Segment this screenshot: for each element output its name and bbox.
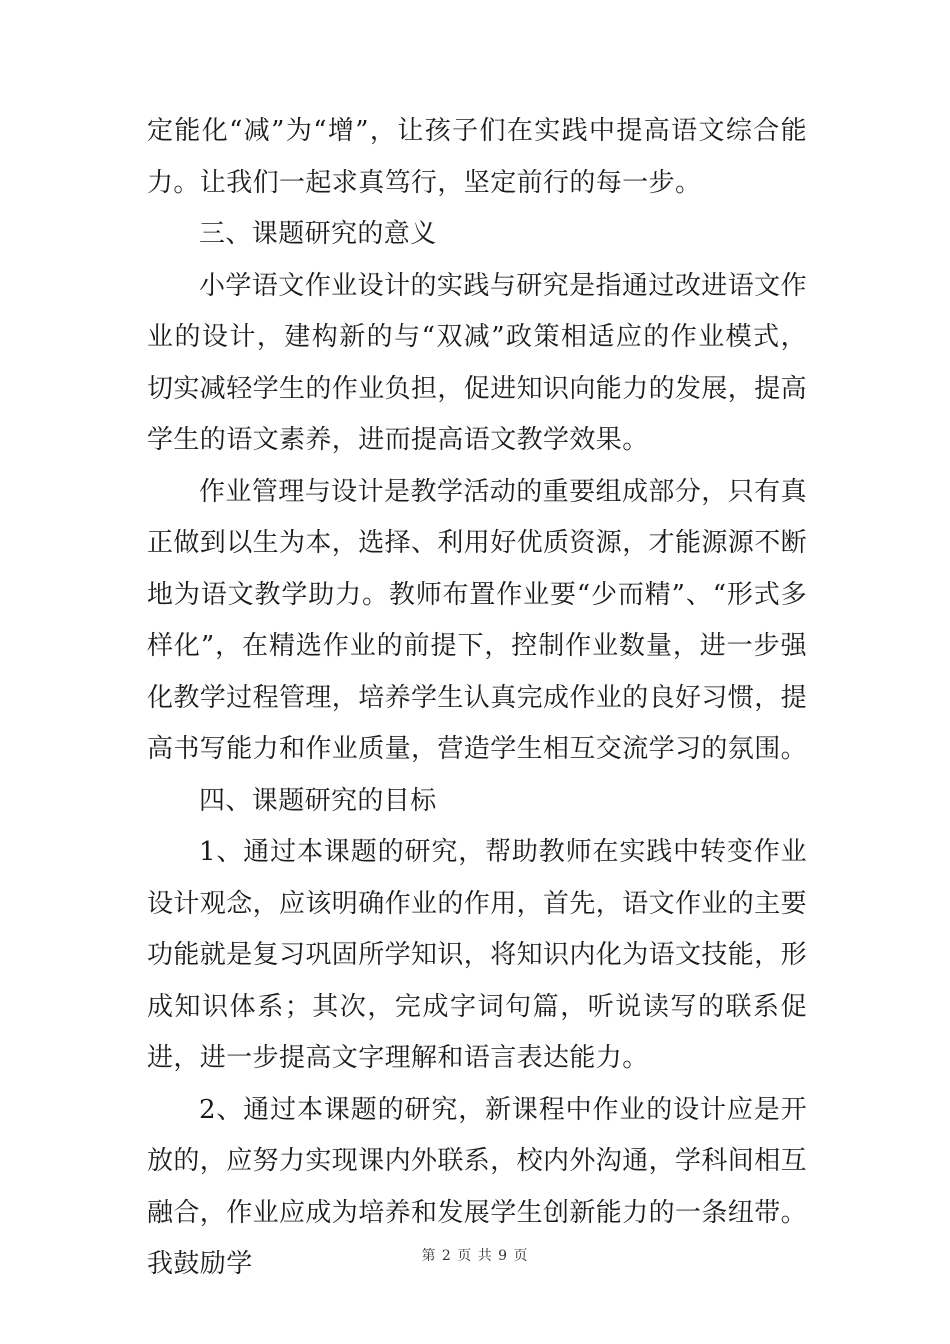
paragraph-objective-1: 1、通过本课题的研究，帮助教师在实践中转变作业设计观念，应该明确作业的作用，首先，语文作业的主要功能就是复习巩固所学知识，将知识内化为语文技能，形成知识体系；其次，完成字词句篇，听说读写的联系促进，进一步提高文字理解和语言表达能力。 (147, 837, 808, 1073)
section-heading-objectives: 四、课题研究的目标 (199, 785, 437, 816)
paragraph-significance-1: 小学语文作业设计的实践与研究是指通过改进语文作业的设计，建构新的与“双减”政策相适应的作业模式，切实减轻学生的作业负担，促进知识向能力的发展，提高学生的语文素养，进而提高语文教学效果。 (147, 270, 808, 455)
section-heading-significance: 三、课题研究的意义 (199, 219, 437, 249)
paragraph-objective-2: 2、通过本课题的研究，新课程中作业的设计应是开放的，应努力实现课内外联系，校内外沟通，学科间相互融合，作业应成为培养和发展学生创新能力的一条纽带。我鼓励学 (147, 1094, 808, 1279)
paragraph-significance-2: 作业管理与设计是教学活动的重要组成部分，只有真正做到以生为本，选择、利用好优质资源，才能源源不断地为语文教学助力。教师布置作业要“少而精”、“形式多样化”，在精选作业的前提下，控制作业数量，进一步强化教学过程管理，培养学生认真完成作业的良好习惯，提高书写能力和作业质量，营造学生相互交流学习的氛围。 (147, 476, 808, 764)
document-body (147, 106, 807, 1291)
paragraph-continuation: 定能化“减”为“增”，让孩子们在实践中提高语文综合能力。让我们一起求真笃行，坚定前行的每一步。 (147, 116, 807, 198)
page-number-footer: 第 2 页 共 9 页 (421, 1248, 529, 1264)
